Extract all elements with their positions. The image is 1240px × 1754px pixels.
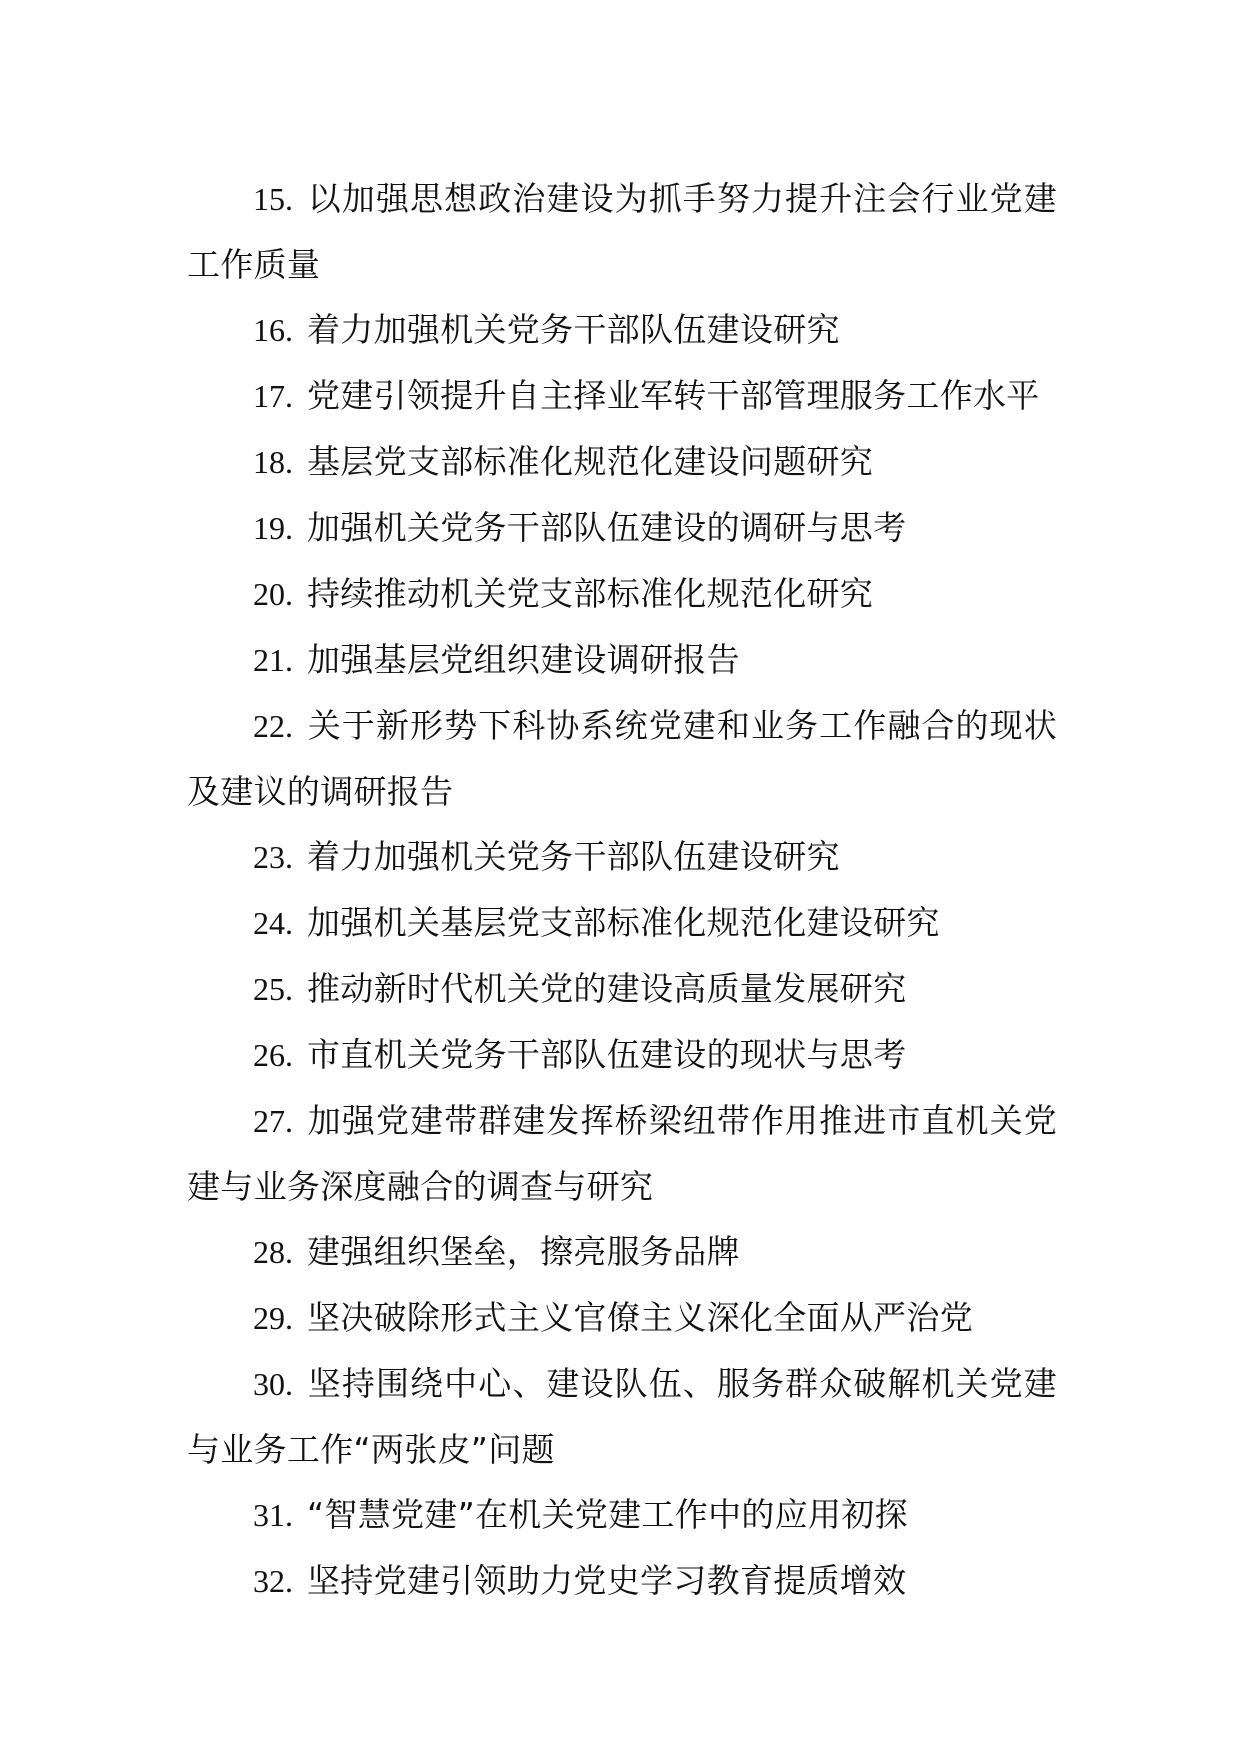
item-text: 基层党支部标准化规范化建设问题研究: [307, 442, 874, 481]
item-number: 24.: [253, 905, 293, 941]
item-text: 持续推动机关党支部标准化规范化研究: [307, 574, 874, 613]
list-item: [187, 297, 1057, 363]
item-text: 关于新形势下科协系统党建和业务工作融合的现状及建议的调研报告: [187, 706, 1057, 811]
item-number: 30.: [253, 1366, 293, 1402]
list-item: [187, 1351, 1057, 1482]
item-number: 25.: [253, 971, 293, 1007]
list-item: [187, 1088, 1057, 1219]
item-number: 20.: [253, 576, 293, 612]
item-number: 22.: [253, 708, 293, 744]
item-text: 加强机关党务干部队伍建设的调研与思考: [307, 508, 907, 547]
item-number: 23.: [253, 839, 293, 875]
item-text: 加强基层党组织建设调研报告: [307, 640, 740, 679]
item-number: 27.: [253, 1103, 293, 1139]
item-text: 着力加强机关党务干部队伍建设研究: [307, 837, 840, 876]
list-item: [187, 1219, 1057, 1285]
item-number: 28.: [253, 1234, 293, 1270]
item-text: 推动新时代机关党的建设高质量发展研究: [307, 969, 907, 1008]
list-item: [187, 890, 1057, 956]
item-number: 26.: [253, 1037, 293, 1073]
item-text: 党建引领提升自主择业军转干部管理服务工作水平: [307, 376, 1040, 415]
item-number: 18.: [253, 444, 293, 480]
list-item: [187, 824, 1057, 890]
numbered-list: [187, 166, 1057, 1614]
item-number: 16.: [253, 312, 293, 348]
item-number: 21.: [253, 642, 293, 678]
list-item: [187, 1022, 1057, 1088]
list-item: [187, 363, 1057, 429]
item-text: 坚持围绕中心、建设队伍、服务群众破解机关党建与业务工作“两张皮”问题: [187, 1364, 1057, 1469]
item-text: 建强组织堡垒，擦亮服务品牌: [307, 1232, 740, 1271]
list-item: [187, 956, 1057, 1022]
item-number: 32.: [253, 1563, 293, 1599]
list-item: [187, 1548, 1057, 1614]
item-number: 29.: [253, 1300, 293, 1336]
item-text: 市直机关党务干部队伍建设的现状与思考: [307, 1035, 907, 1074]
item-text: 坚持党建引领助力党史学习教育提质增效: [307, 1561, 907, 1600]
list-item: [187, 166, 1057, 297]
list-item: [187, 1285, 1057, 1351]
item-number: 15.: [253, 181, 293, 217]
list-item: [187, 495, 1057, 561]
item-text: 加强党建带群建发挥桥梁纽带作用推进市直机关党建与业务深度融合的调查与研究: [187, 1101, 1057, 1206]
item-text: “智慧党建”在机关党建工作中的应用初探: [307, 1495, 908, 1534]
item-number: 31.: [253, 1497, 293, 1533]
item-text: 坚决破除形式主义官僚主义深化全面从严治党: [307, 1298, 973, 1337]
list-item: [187, 627, 1057, 693]
item-text: 以加强思想政治建设为抓手努力提升注会行业党建工作质量: [187, 179, 1057, 284]
list-item: [187, 1482, 1057, 1548]
item-number: 19.: [253, 510, 293, 546]
list-item: [187, 693, 1057, 824]
item-text: 着力加强机关党务干部队伍建设研究: [307, 310, 840, 349]
list-item: [187, 561, 1057, 627]
item-text: 加强机关基层党支部标准化规范化建设研究: [307, 903, 940, 942]
item-number: 17.: [253, 378, 293, 414]
list-item: [187, 429, 1057, 495]
